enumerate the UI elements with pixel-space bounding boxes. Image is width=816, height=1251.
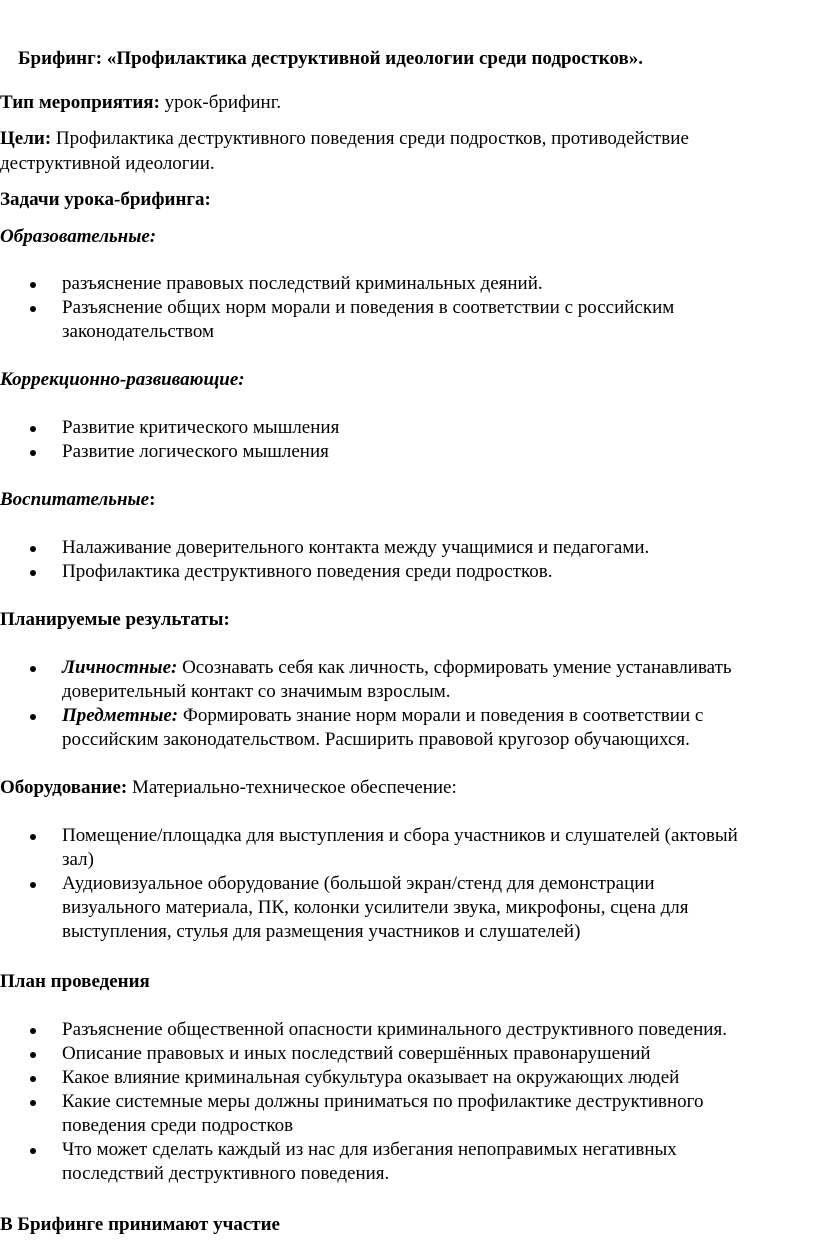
list-item: Разъяснение общественной опасности криминального деструктивного поведения. bbox=[0, 1018, 816, 1042]
goals-value: Профилактика деструктивного поведения среди подростков, противодействие bbox=[51, 128, 689, 149]
upbringing-list bbox=[0, 536, 816, 584]
bullet-icon bbox=[30, 306, 36, 312]
event-type-line bbox=[0, 91, 281, 115]
bullet-icon bbox=[30, 282, 36, 288]
bullet-icon bbox=[30, 714, 36, 720]
list-item: Развитие логического мышления bbox=[0, 440, 816, 464]
list-item: разъяснение правовых последствий криминальных деяний. bbox=[0, 272, 816, 296]
bullet-icon bbox=[30, 882, 36, 888]
list-item: Описание правовых и иных последствий совершённых правонарушений bbox=[0, 1042, 816, 1066]
list-item: Налаживание доверительного контакта между учащимися и педагогами. bbox=[0, 536, 816, 560]
bullet-icon bbox=[30, 450, 36, 456]
event-type-label: Тип мероприятия: bbox=[0, 92, 160, 113]
correctional-list bbox=[0, 416, 816, 464]
upbringing-heading: Воспитательные: bbox=[0, 489, 156, 510]
tasks-heading: Задачи урока-брифинга: bbox=[0, 189, 211, 210]
goals-continuation: деструктивной идеологии. bbox=[0, 153, 215, 174]
educational-heading: Образовательные: bbox=[0, 226, 157, 247]
equipment-value: Материально-техническое обеспечение: bbox=[127, 777, 457, 798]
list-item: Какое влияние криминальная субкультура оказывает на окружающих людей bbox=[0, 1066, 816, 1090]
bullet-icon bbox=[30, 1076, 36, 1082]
bullet-icon bbox=[30, 1148, 36, 1154]
plan-heading: План проведения bbox=[0, 971, 150, 992]
list-item: Аудиовизуальное оборудование (большой экран/стенд для демонстрации визуального материала, ПК, колонки усилители звука, микрофоны, сцена для выступления, стулья для размещения участников и слушателей) bbox=[0, 872, 816, 944]
bullet-icon bbox=[30, 666, 36, 672]
event-type-value: урок-брифинг. bbox=[159, 92, 282, 113]
plan-list bbox=[0, 1018, 816, 1186]
list-item: Что может сделать каждый из нас для избегания непоправимых негативных последствий деструктивного поведения. bbox=[0, 1138, 816, 1186]
equipment-label: Оборудование: bbox=[0, 777, 128, 798]
bullet-icon bbox=[30, 1100, 36, 1106]
participants-heading: В Брифинге принимают участие bbox=[0, 1214, 280, 1235]
list-item: Личностные: Осознавать себя как личность, сформировать умение устанавливать доверительный контакт со значимым взрослым. bbox=[0, 656, 816, 704]
list-item: Предметные: Формировать знание норм морали и поведения в соответствии с российским законодательством. Расширить правовой кругозор обучающихся. bbox=[0, 704, 816, 752]
results-heading: Планируемые результаты: bbox=[0, 609, 230, 630]
list-item: Разъяснение общих норм морали и поведения в соответствии с российским законодательством bbox=[0, 296, 816, 344]
list-item: Какие системные меры должны приниматься по профилактике деструктивного поведения среди подростков bbox=[0, 1090, 816, 1138]
bullet-icon bbox=[30, 1028, 36, 1034]
document-title: Брифинг: «Профилактика деструктивной идеологии среди подростков». bbox=[18, 48, 644, 69]
goals-line bbox=[0, 127, 689, 151]
goals-label: Цели: bbox=[0, 128, 52, 149]
bullet-icon bbox=[30, 834, 36, 840]
bullet-icon bbox=[30, 426, 36, 432]
list-item: Помещение/площадка для выступления и сбора участников и слушателей (актовый зал) bbox=[0, 824, 816, 872]
correctional-heading: Коррекционно-развивающие: bbox=[0, 369, 245, 390]
bullet-icon bbox=[30, 570, 36, 576]
equipment-line bbox=[0, 776, 457, 800]
bullet-icon bbox=[30, 1052, 36, 1058]
bullet-icon bbox=[30, 546, 36, 552]
list-item: Развитие критического мышления bbox=[0, 416, 816, 440]
list-item: Профилактика деструктивного поведения среди подростков. bbox=[0, 560, 816, 584]
results-list bbox=[0, 656, 816, 752]
equipment-list bbox=[0, 824, 816, 944]
educational-list bbox=[0, 272, 816, 344]
